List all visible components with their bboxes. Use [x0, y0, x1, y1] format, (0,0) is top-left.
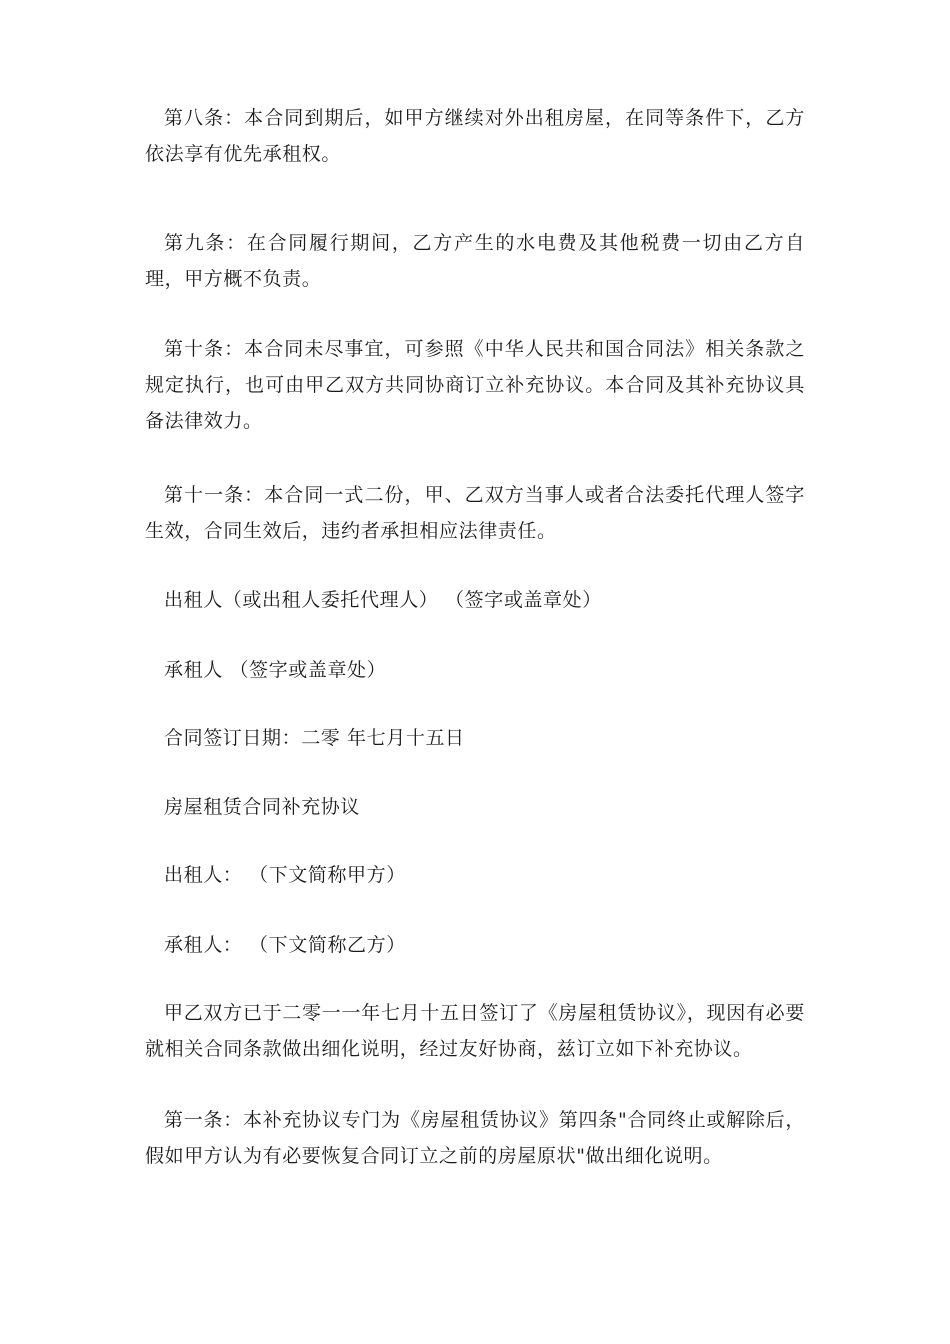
lessee-line: 承租人： （下文简称乙方）: [164, 934, 406, 956]
article-8-paragraph: 第八条：本合同到期后，如甲方继续对外出租房屋，在同等条件下，乙方依法享有优先承租权。: [145, 107, 805, 165]
article-10-paragraph: 第十条：本合同未尽事宜，可参照《中华人民共和国合同法》相关条款之规定执行，也可由甲乙双方共同协商订立补充协议。本合同及其补充协议具备法律效力。: [145, 338, 805, 432]
signing-date-line: 合同签订日期：二零 年七月十五日: [164, 727, 465, 749]
lessor-signature-line: 出租人（或出租人委托代理人） （签字或盖章处）: [164, 589, 602, 611]
article-9-paragraph: 第九条：在合同履行期间，乙方产生的水电费及其他税费一切由乙方自理，甲方概不负责。: [145, 232, 805, 290]
lessor-line: 出租人： （下文简称甲方）: [164, 864, 406, 886]
article-11-paragraph: 第十一条：本合同一式二份，甲、乙双方当事人或者合法委托代理人签字生效，合同生效后，违约者承担相应法律责任。: [145, 484, 805, 542]
agreement-intro-paragraph: 甲乙双方已于二零一一年七月十五日签订了《房屋租赁协议》，现因有必要就相关合同条款做出细化说明，经过友好协商，兹订立如下补充协议。: [145, 1002, 805, 1060]
lessee-signature-line: 承租人 （签字或盖章处）: [164, 659, 387, 681]
supplement-article-1-paragraph: 第一条：本补充协议专门为《房屋租赁协议》第四条"合同终止或解除后，假如甲方认为有必要恢复合同订立之前的房屋原状"做出细化说明。: [145, 1109, 805, 1167]
supplementary-agreement-title: 房屋租赁合同补充协议: [164, 796, 361, 818]
